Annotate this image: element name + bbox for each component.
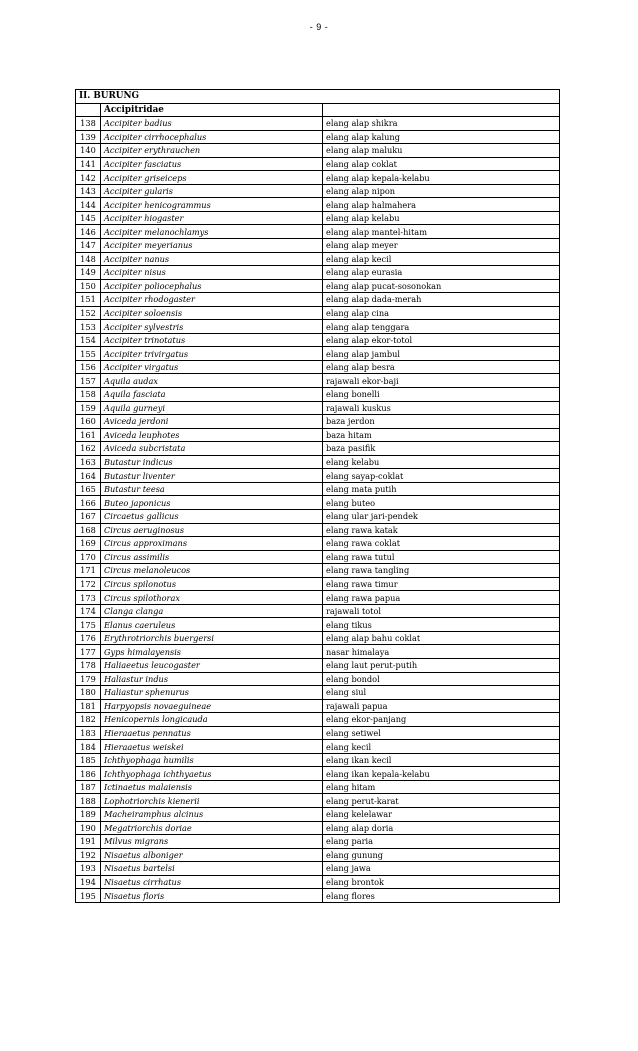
local-name: elang mata putih: [323, 482, 560, 496]
row-number: 159: [76, 401, 101, 415]
local-name: elang bonelli: [323, 388, 560, 402]
local-name: rajawali ekor-baji: [323, 374, 560, 388]
local-name: elang alap jambul: [323, 347, 560, 361]
row-number: 170: [76, 550, 101, 564]
row-number: 187: [76, 780, 101, 794]
local-name: elang alap doria: [323, 821, 560, 835]
table-row: [76, 862, 560, 876]
table-row: [76, 658, 560, 672]
table-row: [76, 144, 560, 158]
row-number: 143: [76, 184, 101, 198]
scientific-name: Accipiter virgatus: [101, 360, 323, 374]
local-name: elang ikan kecil: [323, 753, 560, 767]
local-name: elang alap shikra: [323, 117, 560, 131]
local-name: elang gunung: [323, 848, 560, 862]
row-number: 179: [76, 672, 101, 686]
local-name: elang alap coklat: [323, 157, 560, 171]
table-row: [76, 401, 560, 415]
local-name: elang alap cina: [323, 306, 560, 320]
row-number: 194: [76, 875, 101, 889]
family-number-cell: [76, 103, 101, 117]
table-row: [76, 320, 560, 334]
row-number: 188: [76, 794, 101, 808]
row-number: 144: [76, 198, 101, 212]
local-name: elang rawa katak: [323, 523, 560, 537]
table-row: [76, 713, 560, 727]
table-row: [76, 604, 560, 618]
scientific-name: Clanga clanga: [101, 604, 323, 618]
row-number: 151: [76, 293, 101, 307]
table-row: [76, 347, 560, 361]
scientific-name: Accipiter erythrauchen: [101, 144, 323, 158]
table-row: [76, 631, 560, 645]
local-name: elang ular jari-pendek: [323, 509, 560, 523]
row-number: 175: [76, 618, 101, 632]
scientific-name: Accipiter soloensis: [101, 306, 323, 320]
row-number: 158: [76, 388, 101, 402]
family-header-row: [76, 103, 560, 117]
row-number: 140: [76, 144, 101, 158]
local-name: elang jawa: [323, 862, 560, 876]
local-name: elang kecil: [323, 740, 560, 754]
scientific-name: Haliaeetus leucogaster: [101, 658, 323, 672]
scientific-name: Accipiter fasciatus: [101, 157, 323, 171]
row-number: 145: [76, 211, 101, 225]
row-number: 167: [76, 509, 101, 523]
local-name: elang ikan kepala-kelabu: [323, 767, 560, 781]
row-number: 169: [76, 537, 101, 551]
scientific-name: Circus approximans: [101, 537, 323, 551]
scientific-name: Nisaetus cirrhatus: [101, 875, 323, 889]
row-number: 185: [76, 753, 101, 767]
table-row: [76, 130, 560, 144]
table-row: [76, 455, 560, 469]
local-name: elang laut perut-putih: [323, 658, 560, 672]
table-row: [76, 374, 560, 388]
table-row: [76, 279, 560, 293]
local-name: elang alap dada-merah: [323, 293, 560, 307]
row-number: 157: [76, 374, 101, 388]
local-name: elang paria: [323, 835, 560, 849]
local-name: elang alap besra: [323, 360, 560, 374]
scientific-name: Accipiter gularis: [101, 184, 323, 198]
table-row: [76, 686, 560, 700]
table-row: [76, 767, 560, 781]
scientific-name: Butastur indicus: [101, 455, 323, 469]
table-row: [76, 848, 560, 862]
scientific-name: Macheiramphus alcinus: [101, 807, 323, 821]
local-name: elang bondol: [323, 672, 560, 686]
row-number: 147: [76, 239, 101, 253]
local-name: elang rawa papua: [323, 591, 560, 605]
row-number: 165: [76, 482, 101, 496]
table-row: [76, 591, 560, 605]
scientific-name: Circus aeruginosus: [101, 523, 323, 537]
scientific-name: Accipiter hiogaster: [101, 211, 323, 225]
row-number: 178: [76, 658, 101, 672]
table-row: [76, 442, 560, 456]
row-number: 186: [76, 767, 101, 781]
row-number: 180: [76, 686, 101, 700]
local-name: elang sayap-coklat: [323, 469, 560, 483]
row-number: 183: [76, 726, 101, 740]
table-row: [76, 306, 560, 320]
scientific-name: Circus spilonotus: [101, 577, 323, 591]
table-row: [76, 550, 560, 564]
table-row: [76, 645, 560, 659]
table-row: [76, 875, 560, 889]
row-number: 142: [76, 171, 101, 185]
scientific-name: Accipiter poliocephalus: [101, 279, 323, 293]
scientific-name: Aquila audax: [101, 374, 323, 388]
table-row: [76, 428, 560, 442]
local-name: elang alap maluku: [323, 144, 560, 158]
local-name: elang tikus: [323, 618, 560, 632]
row-number: 155: [76, 347, 101, 361]
table-row: [76, 672, 560, 686]
scientific-name: Accipiter griseiceps: [101, 171, 323, 185]
local-name: elang flores: [323, 889, 560, 903]
table-row: [76, 618, 560, 632]
table-row: [76, 266, 560, 280]
table-row: [76, 239, 560, 253]
table-row: [76, 388, 560, 402]
table-row: [76, 117, 560, 131]
scientific-name: Hieraaetus pennatus: [101, 726, 323, 740]
family-local-cell: [323, 103, 560, 117]
scientific-name: Harpyopsis novaeguineae: [101, 699, 323, 713]
table-row: [76, 821, 560, 835]
row-number: 184: [76, 740, 101, 754]
table-row: [76, 780, 560, 794]
local-name: elang alap meyer: [323, 239, 560, 253]
row-number: 150: [76, 279, 101, 293]
table-row: [76, 537, 560, 551]
local-name: baza hitam: [323, 428, 560, 442]
scientific-name: Aquila fasciata: [101, 388, 323, 402]
row-number: 174: [76, 604, 101, 618]
scientific-name: Gyps himalayensis: [101, 645, 323, 659]
row-number: 181: [76, 699, 101, 713]
scientific-name: Accipiter rhodogaster: [101, 293, 323, 307]
species-table-body: [76, 90, 560, 903]
scientific-name: Accipiter cirrhocephalus: [101, 130, 323, 144]
species-table: [75, 89, 560, 903]
scientific-name: Accipiter badius: [101, 117, 323, 131]
table-row: [76, 157, 560, 171]
row-number: 160: [76, 415, 101, 429]
local-name: elang setiwel: [323, 726, 560, 740]
local-name: elang buteo: [323, 496, 560, 510]
row-number: 162: [76, 442, 101, 456]
table-row: [76, 360, 560, 374]
section-title: II. BURUNG: [76, 90, 560, 104]
table-row: [76, 496, 560, 510]
row-number: 139: [76, 130, 101, 144]
table-row: [76, 523, 560, 537]
scientific-name: Aviceda subcristata: [101, 442, 323, 456]
row-number: 192: [76, 848, 101, 862]
row-number: 154: [76, 333, 101, 347]
row-number: 164: [76, 469, 101, 483]
local-name: elang alap mantel-hitam: [323, 225, 560, 239]
scientific-name: Aquila gurneyi: [101, 401, 323, 415]
scientific-name: Butastur teesa: [101, 482, 323, 496]
row-number: 138: [76, 117, 101, 131]
scientific-name: Accipiter sylvestris: [101, 320, 323, 334]
section-header-row: [76, 90, 560, 104]
table-row: [76, 577, 560, 591]
row-number: 173: [76, 591, 101, 605]
table-row: [76, 726, 560, 740]
table-row: [76, 740, 560, 754]
local-name: elang kelelawar: [323, 807, 560, 821]
table-row: [76, 415, 560, 429]
scientific-name: Accipiter trivirgatus: [101, 347, 323, 361]
row-number: 177: [76, 645, 101, 659]
local-name: elang rawa tangling: [323, 564, 560, 578]
row-number: 148: [76, 252, 101, 266]
local-name: elang siul: [323, 686, 560, 700]
local-name: elang rawa tutul: [323, 550, 560, 564]
row-number: 149: [76, 266, 101, 280]
scientific-name: Elanus caeruleus: [101, 618, 323, 632]
local-name: elang rawa coklat: [323, 537, 560, 551]
scientific-name: Accipiter melanochlamys: [101, 225, 323, 239]
local-name: elang kelabu: [323, 455, 560, 469]
scientific-name: Butastur liventer: [101, 469, 323, 483]
scientific-name: Erythrotriorchis buergersi: [101, 631, 323, 645]
table-row: [76, 211, 560, 225]
table-row: [76, 835, 560, 849]
row-number: 153: [76, 320, 101, 334]
row-number: 195: [76, 889, 101, 903]
scientific-name: Henicopernis longicauda: [101, 713, 323, 727]
row-number: 176: [76, 631, 101, 645]
scientific-name: Circus assimilis: [101, 550, 323, 564]
local-name: elang alap kelabu: [323, 211, 560, 225]
row-number: 190: [76, 821, 101, 835]
scientific-name: Buteo japonicus: [101, 496, 323, 510]
table-row: [76, 564, 560, 578]
row-number: 172: [76, 577, 101, 591]
scientific-name: Hieraaetus weiskei: [101, 740, 323, 754]
local-name: elang alap ekor-totol: [323, 333, 560, 347]
table-row: [76, 699, 560, 713]
scientific-name: Accipiter henicogrammus: [101, 198, 323, 212]
local-name: elang alap bahu coklat: [323, 631, 560, 645]
family-name: Accipitridae: [101, 103, 323, 117]
row-number: 141: [76, 157, 101, 171]
local-name: elang alap nipon: [323, 184, 560, 198]
table-row: [76, 509, 560, 523]
row-number: 152: [76, 306, 101, 320]
page-number: - 9 -: [309, 22, 329, 32]
row-number: 146: [76, 225, 101, 239]
local-name: elang alap eurasia: [323, 266, 560, 280]
local-name: rajawali totol: [323, 604, 560, 618]
table-row: [76, 794, 560, 808]
scientific-name: Accipiter trinotatus: [101, 333, 323, 347]
row-number: 191: [76, 835, 101, 849]
local-name: elang ekor-panjang: [323, 713, 560, 727]
row-number: 166: [76, 496, 101, 510]
local-name: nasar himalaya: [323, 645, 560, 659]
scientific-name: Nisaetus alboniger: [101, 848, 323, 862]
scientific-name: Circaetus gallicus: [101, 509, 323, 523]
table-row: [76, 171, 560, 185]
scientific-name: Haliastur indus: [101, 672, 323, 686]
table-row: [76, 293, 560, 307]
scientific-name: Circus melanoleucos: [101, 564, 323, 578]
local-name: rajawali kuskus: [323, 401, 560, 415]
row-number: 168: [76, 523, 101, 537]
row-number: 163: [76, 455, 101, 469]
table-row: [76, 469, 560, 483]
scientific-name: Ichthyophaga humilis: [101, 753, 323, 767]
local-name: elang alap kalung: [323, 130, 560, 144]
scientific-name: Milvus migrans: [101, 835, 323, 849]
scientific-name: Ictinaetus malaiensis: [101, 780, 323, 794]
local-name: elang hitam: [323, 780, 560, 794]
row-number: 161: [76, 428, 101, 442]
local-name: elang alap halmahera: [323, 198, 560, 212]
scientific-name: Accipiter nanus: [101, 252, 323, 266]
row-number: 193: [76, 862, 101, 876]
local-name: elang perut-karat: [323, 794, 560, 808]
local-name: elang alap pucat-sosonokan: [323, 279, 560, 293]
local-name: elang rawa timur: [323, 577, 560, 591]
row-number: 156: [76, 360, 101, 374]
local-name: elang alap kepala-kelabu: [323, 171, 560, 185]
table-row: [76, 333, 560, 347]
row-number: 171: [76, 564, 101, 578]
row-number: 182: [76, 713, 101, 727]
scientific-name: Circus spilothorax: [101, 591, 323, 605]
scientific-name: Accipiter meyerianus: [101, 239, 323, 253]
local-name: elang brontok: [323, 875, 560, 889]
table-row: [76, 753, 560, 767]
scientific-name: Lophotriorchis kienerii: [101, 794, 323, 808]
table-row: [76, 807, 560, 821]
table-row: [76, 184, 560, 198]
scientific-name: Haliastur sphenurus: [101, 686, 323, 700]
table-row: [76, 225, 560, 239]
scientific-name: Nisaetus bartelsi: [101, 862, 323, 876]
row-number: 189: [76, 807, 101, 821]
local-name: elang alap tenggara: [323, 320, 560, 334]
local-name: rajawali papua: [323, 699, 560, 713]
scientific-name: Megatriorchis doriae: [101, 821, 323, 835]
local-name: elang alap kecil: [323, 252, 560, 266]
scientific-name: Aviceda leuphotes: [101, 428, 323, 442]
table-row: [76, 252, 560, 266]
table-row: [76, 198, 560, 212]
table-row: [76, 889, 560, 903]
scientific-name: Aviceda jerdoni: [101, 415, 323, 429]
table-row: [76, 482, 560, 496]
scientific-name: Ichthyophaga ichthyaetus: [101, 767, 323, 781]
local-name: baza pasifik: [323, 442, 560, 456]
scientific-name: Accipiter nisus: [101, 266, 323, 280]
local-name: baza jerdon: [323, 415, 560, 429]
scientific-name: Nisaetus floris: [101, 889, 323, 903]
